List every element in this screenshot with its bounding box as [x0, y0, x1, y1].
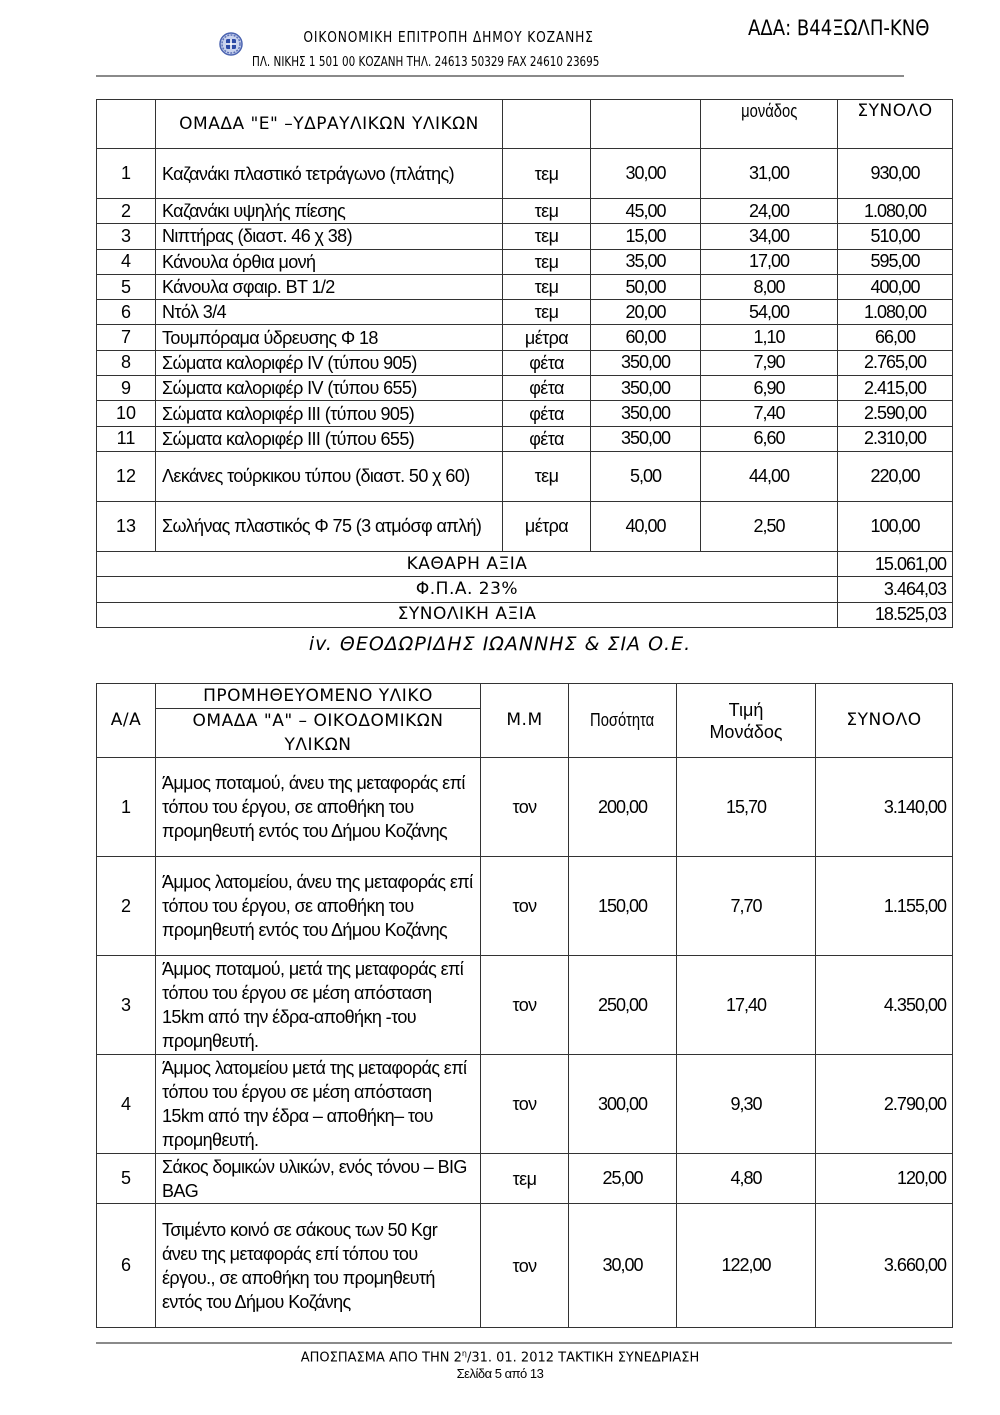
item-quantity: 350,00	[591, 376, 701, 401]
row-number: 4	[97, 249, 156, 274]
item-description: Τσιμέντο κοινό σε σάκους των 50 Kgr άνευ της μεταφοράς επί τόπου του έργου., σε αποθήκη του προμηθευτή εντός του Δήμου Κοζάνης	[156, 1204, 481, 1328]
totals-value: 18.525,03	[838, 602, 953, 627]
item-quantity: 30,00	[569, 1204, 677, 1328]
item-unit-price: 6,90	[701, 376, 838, 401]
item-total: 2.765,00	[838, 350, 953, 375]
plumbing-body	[97, 149, 953, 628]
item-quantity: 350,00	[591, 350, 701, 375]
item-total: 1.155,00	[816, 857, 953, 956]
table-row	[97, 1204, 953, 1328]
item-unit: τεμ	[503, 451, 591, 501]
item-description: Σωλήνας πλαστικός Φ 75 (3 ατμόσφ απλή)	[156, 501, 503, 551]
row-number: 7	[97, 325, 156, 350]
item-total: 2.415,00	[838, 376, 953, 401]
table-row	[97, 1154, 953, 1204]
item-quantity: 250,00	[569, 956, 677, 1055]
header-cell-total: ΣΥΝΟΛΟ	[816, 684, 953, 758]
item-description: Καζανάκι πλαστικό τετράγωνο (πλάτης)	[156, 149, 503, 199]
item-quantity: 200,00	[569, 758, 677, 857]
item-total: 2.310,00	[838, 426, 953, 451]
table-row	[97, 376, 953, 401]
item-unit: φέτα	[503, 426, 591, 451]
item-unit-price: 17,40	[677, 956, 816, 1055]
header-cell-qty	[569, 684, 677, 758]
item-unit: φέτα	[503, 401, 591, 426]
item-unit-price: 44,00	[701, 451, 838, 501]
item-unit: τον	[481, 1204, 569, 1328]
table-header-row	[97, 684, 953, 709]
footer-divider	[96, 1342, 952, 1344]
item-unit: τον	[481, 857, 569, 956]
header-cell-price: Τιμή Μονάδος	[677, 684, 816, 758]
item-description: Σάκος δομικών υλικών, ενός τόνου – BIG BAG	[156, 1154, 481, 1204]
item-unit-price: 4,80	[677, 1154, 816, 1204]
row-number: 9	[97, 376, 156, 401]
item-quantity: 50,00	[591, 274, 701, 299]
item-total: 66,00	[838, 325, 953, 350]
item-unit: τεμ	[503, 149, 591, 199]
item-total: 4.350,00	[816, 956, 953, 1055]
item-total: 595,00	[838, 249, 953, 274]
row-number: 2	[97, 199, 156, 224]
item-unit: τον	[481, 1055, 569, 1154]
item-unit: φέτα	[503, 376, 591, 401]
totals-label: Φ.Π.Α. 23%	[97, 577, 838, 602]
footer-excerpt-suffix: /31. 01. 2012 ΤΑΚΤΙΚΗ ΣΥΝΕΔΡΙΑΣΗ	[466, 1350, 700, 1366]
item-total: 400,00	[838, 274, 953, 299]
totals-row	[97, 577, 953, 602]
table-row	[97, 857, 953, 956]
item-description: Σώματα καλοριφέρ IV (τύπου 655)	[156, 376, 503, 401]
item-total: 1.080,00	[838, 199, 953, 224]
row-number: 3	[97, 224, 156, 249]
row-number: 1	[97, 758, 156, 857]
item-quantity: 350,00	[591, 401, 701, 426]
item-quantity: 300,00	[569, 1055, 677, 1154]
item-total: 3.140,00	[816, 758, 953, 857]
item-unit-price: 34,00	[701, 224, 838, 249]
row-number: 4	[97, 1055, 156, 1154]
item-unit-price: 122,00	[677, 1204, 816, 1328]
header-cell-total: ΣΥΝΟΛΟ	[838, 100, 953, 149]
table-header-row	[97, 100, 953, 149]
item-quantity: 350,00	[591, 426, 701, 451]
item-description: Κάνουλα σφαιρ. ΒΤ 1/2	[156, 274, 503, 299]
row-number: 13	[97, 501, 156, 551]
item-unit: τεμ	[503, 274, 591, 299]
totals-row	[97, 551, 953, 576]
row-number: 10	[97, 401, 156, 426]
item-unit: τεμ	[481, 1154, 569, 1204]
item-quantity: 5,00	[591, 451, 701, 501]
supplier-heading: iv. ΘΕΟΔΩΡΙΔΗΣ ΙΩΑΝΝΗΣ & ΣΙΑ Ο.Ε.	[308, 633, 692, 655]
greek-state-emblem-icon	[219, 32, 243, 56]
header-price-text: μονάδος	[740, 101, 798, 121]
item-description: Άμμος λατομείου, άνευ της μεταφοράς επί τόπου του έργου, σε αποθήκη του προμηθευτή εντός του Δήμου Κοζάνης	[156, 857, 481, 956]
item-description: Λεκάνες τούρκικου τύπου (διαστ. 50 χ 60)	[156, 451, 503, 501]
item-unit: φέτα	[503, 350, 591, 375]
item-total: 2.590,00	[838, 401, 953, 426]
item-unit-price: 1,10	[701, 325, 838, 350]
item-quantity: 25,00	[569, 1154, 677, 1204]
header-cell-qty	[591, 100, 701, 149]
item-description: Σώματα καλοριφέρ III (τύπου 655)	[156, 426, 503, 451]
item-description: Τουμπόραμα ύδρευσης Φ 18	[156, 325, 503, 350]
totals-row	[97, 602, 953, 627]
row-number: 6	[97, 300, 156, 325]
totals-label: ΚΑΘΑΡΗ ΑΞΙΑ	[97, 551, 838, 576]
table-row	[97, 149, 953, 199]
item-total: 3.660,00	[816, 1204, 953, 1328]
item-quantity: 40,00	[591, 501, 701, 551]
item-unit-price: 24,00	[701, 199, 838, 224]
page-number: Σελίδα 5 από 13	[456, 1366, 544, 1381]
item-unit: τον	[481, 758, 569, 857]
row-number: 12	[97, 451, 156, 501]
row-number: 6	[97, 1204, 156, 1328]
item-description: Άμμος ποταμού, μετά της μεταφοράς επί τόπου του έργου σε μέση απόσταση 15km από την έδρα-αποθήκη -του προμηθευτή.	[156, 956, 481, 1055]
item-unit-price: 7,40	[701, 401, 838, 426]
table-row	[97, 401, 953, 426]
item-unit-price: 17,00	[701, 249, 838, 274]
item-quantity: 150,00	[569, 857, 677, 956]
row-number: 3	[97, 956, 156, 1055]
item-description: Ντόλ 3/4	[156, 300, 503, 325]
table-row	[97, 274, 953, 299]
totals-label: ΣΥΝΟΛΙΚΗ ΑΞΙΑ	[97, 602, 838, 627]
item-unit: μέτρα	[503, 325, 591, 350]
table-row	[97, 350, 953, 375]
item-quantity: 15,00	[591, 224, 701, 249]
item-description: Σώματα καλοριφέρ III (τύπου 905)	[156, 401, 503, 426]
item-unit-price: 31,00	[701, 149, 838, 199]
table-row	[97, 249, 953, 274]
item-total: 510,00	[838, 224, 953, 249]
item-unit-price: 15,70	[677, 758, 816, 857]
item-total: 930,00	[838, 149, 953, 199]
group-title	[156, 100, 503, 149]
row-number: 5	[97, 274, 156, 299]
totals-value: 15.061,00	[838, 551, 953, 576]
table-row	[97, 300, 953, 325]
header-cell-material: ΠΡΟΜΗΘΕΥΟΜΕΝΟ ΥΛΙΚΟ	[156, 684, 481, 709]
header-cell-no: Α/Α	[97, 684, 156, 758]
item-unit-price: 8,00	[701, 274, 838, 299]
footer-excerpt-prefix: ΑΠΟΣΠΑΣΜΑ ΑΠΟ ΤΗΝ 2	[300, 1350, 462, 1366]
item-unit-price: 2,50	[701, 501, 838, 551]
item-unit-price: 9,30	[677, 1055, 816, 1154]
table-row	[97, 1055, 953, 1154]
item-quantity: 35,00	[591, 249, 701, 274]
item-unit: μέτρα	[503, 501, 591, 551]
item-total: 120,00	[816, 1154, 953, 1204]
item-unit-price: 6,60	[701, 426, 838, 451]
item-quantity: 60,00	[591, 325, 701, 350]
table-row	[97, 956, 953, 1055]
item-description: Άμμος ποταμού, άνευ της μεταφοράς επί τόπου του έργου, σε αποθήκη του προμηθευτή εντός του Δήμου Κοζάνης	[156, 758, 481, 857]
item-total: 220,00	[838, 451, 953, 501]
table-row	[97, 325, 953, 350]
item-unit: τεμ	[503, 224, 591, 249]
org-title: ΟΙΚΟΝΟΜΙΚΗ ΕΠΙΤΡΟΠΗ ΔΗΜΟΥ ΚΟΖΑΝΗΣ	[303, 28, 594, 46]
item-unit: τεμ	[503, 300, 591, 325]
table-row	[97, 199, 953, 224]
row-number: 11	[97, 426, 156, 451]
table-row	[97, 426, 953, 451]
plumbing-materials-table	[96, 99, 953, 628]
building-materials-table	[96, 683, 953, 1328]
item-description: Άμμος λατομείου μετά της μεταφοράς επί τόπου του έργου σε μέση απόσταση 15km από την έδρα – αποθήκη– του προμηθευτή.	[156, 1055, 481, 1154]
item-description: Σώματα καλοριφέρ IV (τύπου 905)	[156, 350, 503, 375]
header-divider	[96, 75, 904, 77]
header-qty-text: Ποσότητα	[590, 710, 655, 730]
item-quantity: 45,00	[591, 199, 701, 224]
footer-excerpt	[0, 1349, 1000, 1365]
header-cell-price	[701, 100, 838, 149]
item-total: 2.790,00	[816, 1055, 953, 1154]
building-body	[97, 758, 953, 1328]
item-unit-price: 54,00	[701, 300, 838, 325]
header-cell-no	[97, 100, 156, 149]
item-unit: τεμ	[503, 249, 591, 274]
item-description: Καζανάκι υψηλής πίεσης	[156, 199, 503, 224]
table-row	[97, 758, 953, 857]
item-unit: τον	[481, 956, 569, 1055]
item-unit-price: 7,70	[677, 857, 816, 956]
row-number: 8	[97, 350, 156, 375]
item-quantity: 20,00	[591, 300, 701, 325]
org-address: ΠΛ. ΝΙΚΗΣ 1 501 00 ΚΟΖΑΝΗ ΤΗΛ. 24613 50329 FAX 24610 23695	[252, 55, 600, 70]
row-number: 1	[97, 149, 156, 199]
ada-code: ΑΔΑ: Β44ΞΩΛΠ-ΚΝΘ	[748, 16, 930, 40]
header-cell-group: ΟΜΑΔΑ "Α" – ΟΙΚΟΔΟΜΙΚΩΝ ΥΛΙΚΩΝ	[156, 709, 481, 758]
item-unit-price: 7,90	[701, 350, 838, 375]
item-total: 1.080,00	[838, 300, 953, 325]
group-title-text: ΟΜΑΔΑ "Ε" –ΥΔΡΑΥΛΙΚΩΝ ΥΛΙΚΩΝ	[179, 114, 479, 134]
item-description: Κάνουλα όρθια μονή	[156, 249, 503, 274]
item-description: Νιπτήρας (διαστ. 46 χ 38)	[156, 224, 503, 249]
row-number: 2	[97, 857, 156, 956]
header-cell-unit: Μ.Μ	[481, 684, 569, 758]
row-number: 5	[97, 1154, 156, 1204]
item-quantity: 30,00	[591, 149, 701, 199]
table-row	[97, 451, 953, 501]
item-total: 100,00	[838, 501, 953, 551]
footer-excerpt-sup: η	[461, 1349, 467, 1358]
header-cell-unit	[503, 100, 591, 149]
totals-value: 3.464,03	[838, 577, 953, 602]
item-unit: τεμ	[503, 199, 591, 224]
table-row	[97, 501, 953, 551]
table-row	[97, 224, 953, 249]
